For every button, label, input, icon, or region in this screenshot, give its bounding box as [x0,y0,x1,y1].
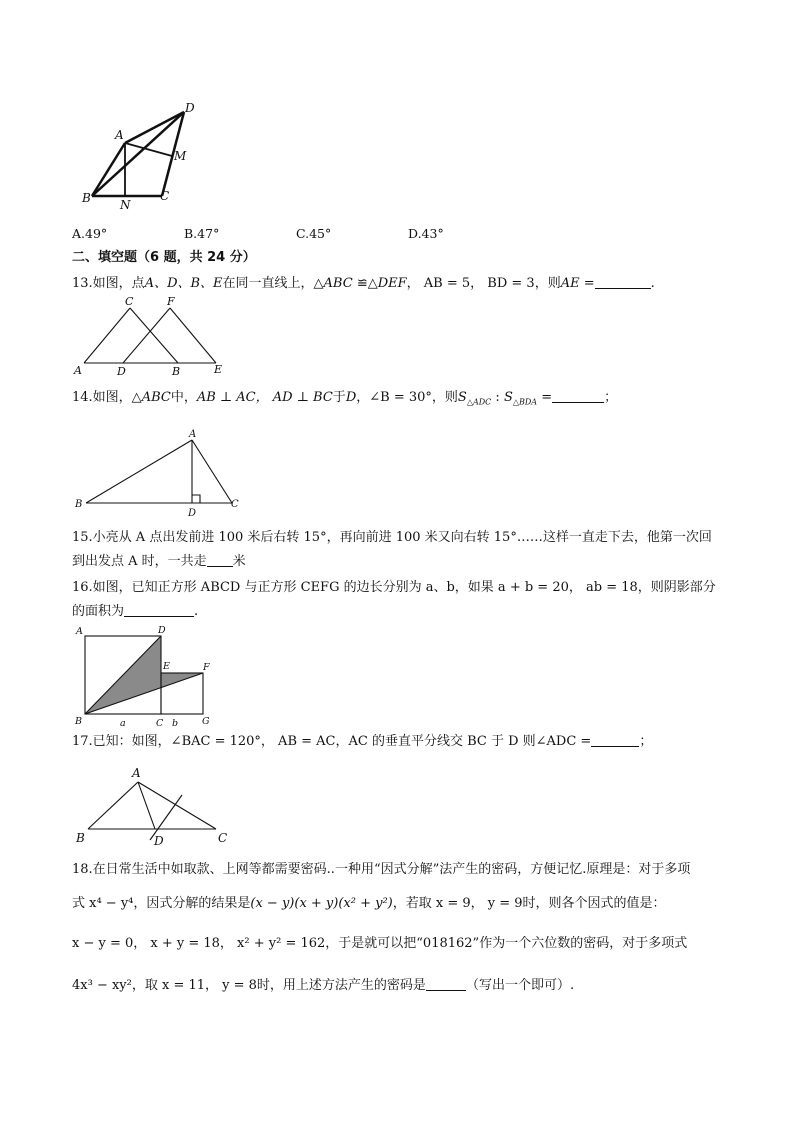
fig13-label-f: F [167,295,175,308]
option-d: D.43° [408,226,444,241]
q13-end: . [650,276,655,291]
q18-line2c: ，若取 x = 9， y = 9时，则各个因式的值是： [392,896,666,911]
section-heading: 二、填空题（6 题，共 24 分） [72,250,256,265]
fig13-label-e: E [214,363,223,376]
question-18-line2 [72,894,666,914]
fig12-label-c: C [160,189,170,203]
question-16-line1: 16.如图，已知正方形 ABCD 与正方形 CEFG 的边长分别为 a、b，如果 a + b = 20， ab = 18，则阴影部分 [72,580,716,595]
q14-text1: 14.如图，△ [72,390,142,405]
fig12-label-d: D [185,101,195,115]
q13-points: A、D、B、E [144,276,223,291]
fig16-label-c: C [156,718,164,729]
fig14-label-c: C [231,499,239,510]
fig17-label-a: A [132,766,141,780]
q13-def: DEF [377,276,407,291]
q16-line2: 的面积为 [72,604,125,619]
fig16-label-d: D [158,625,166,636]
q14-text4: ，∠B = 30°，则 [356,390,458,405]
fig16-label-b-side: b [172,718,179,729]
option-b: B.47° [184,226,220,241]
question-18-line4 [72,976,574,996]
q14-text3: 于 [332,390,346,405]
fig13-label-c: C [125,295,134,308]
question-15-line1: 15.小亮从 A 点出发前进 100 米后右转 15°，再向前进 100 米又向右转 15°……这样一直走下去，他第一次回 [72,530,712,545]
q14-conditions: AB ⊥ AC， AD ⊥ BC [196,390,333,405]
q14-d: D [345,390,357,405]
fig16-label-e: E [163,661,170,672]
q14-s1: S [457,390,467,405]
fig13-label-a: A [74,364,82,377]
fig16-label-f: F [203,662,210,673]
q13-cong: ≌△ [352,276,378,291]
q14-text2: 中， [170,390,197,405]
fig13-label-b: B [172,365,181,378]
q14-eq: = [537,390,553,405]
fig12-label-b: B [82,191,91,205]
q16-end: . [194,604,199,619]
q13-text3: ， AB = 5， BD = 3，则 [406,276,561,291]
fig14-label-d: D [188,508,197,519]
fig16-label-b: B [75,716,82,727]
question-18-line1: 18.在日常生活中如取款、上网等都需要密码..一种用“因式分解”法产生的密码，方便记忆.原理是：对于多项 [72,862,691,877]
fig12-label-a: A [115,128,124,142]
q18-line4b: （写出一个即可）. [465,978,575,993]
fig13-label-d: D [117,365,126,378]
q13-ae: AE = [560,276,595,291]
fig12-label-m: M [174,149,187,163]
option-a: A.49° [72,226,108,241]
q18-line2a: 式 x⁴ − y⁴，因式分解的结果是 [72,896,251,911]
q13-text2: 在同一直线上，△ [222,276,324,291]
q15-line2b: 米 [232,554,246,569]
fig14-label-a: A [189,429,197,440]
q18-factorization: (x − y)(x + y)(x² + y²) [250,896,393,911]
q14-colon: : [491,390,504,405]
fig17-label-b: B [76,831,85,845]
q14-end: ； [604,390,618,405]
fig17-label-d: D [154,834,164,848]
q17-text: 17.已知：如图，∠BAC = 120°， AB = AC，AC 的垂直平分线交 BC 于 D 则∠ADC = [72,734,592,749]
fig12-label-n: N [120,198,131,212]
q14-s2: S [503,390,513,405]
q14-sub2: △BDA [512,397,538,407]
option-c: C.45° [296,226,332,241]
fig16-label-g: G [202,716,210,727]
q14-abc: ABC [141,390,171,405]
fig17-label-c: C [218,831,228,845]
q13-abc: ABC [323,276,353,291]
question-18-line3: x − y = 0， x + y = 18， x² + y² = 162，于是就可以把“018162”作为一个六位数的密码，对于多项式 [72,936,688,951]
q15-line2a: 到出发点 A 时，一共走 [72,554,207,569]
fig14-label-b: B [75,499,83,510]
q18-answer-blank[interactable] [426,976,466,991]
fig16-label-a: A [76,626,83,637]
q13-text1: 13.如图，点 [72,276,145,291]
fig16-label-a-side: a [120,718,126,729]
q14-sub1: △ADC [466,397,492,407]
q18-line4a: 4x³ − xy²，取 x = 11， y = 8时，用上述方法产生的密码是 [72,978,426,993]
q17-end: ； [639,734,653,749]
